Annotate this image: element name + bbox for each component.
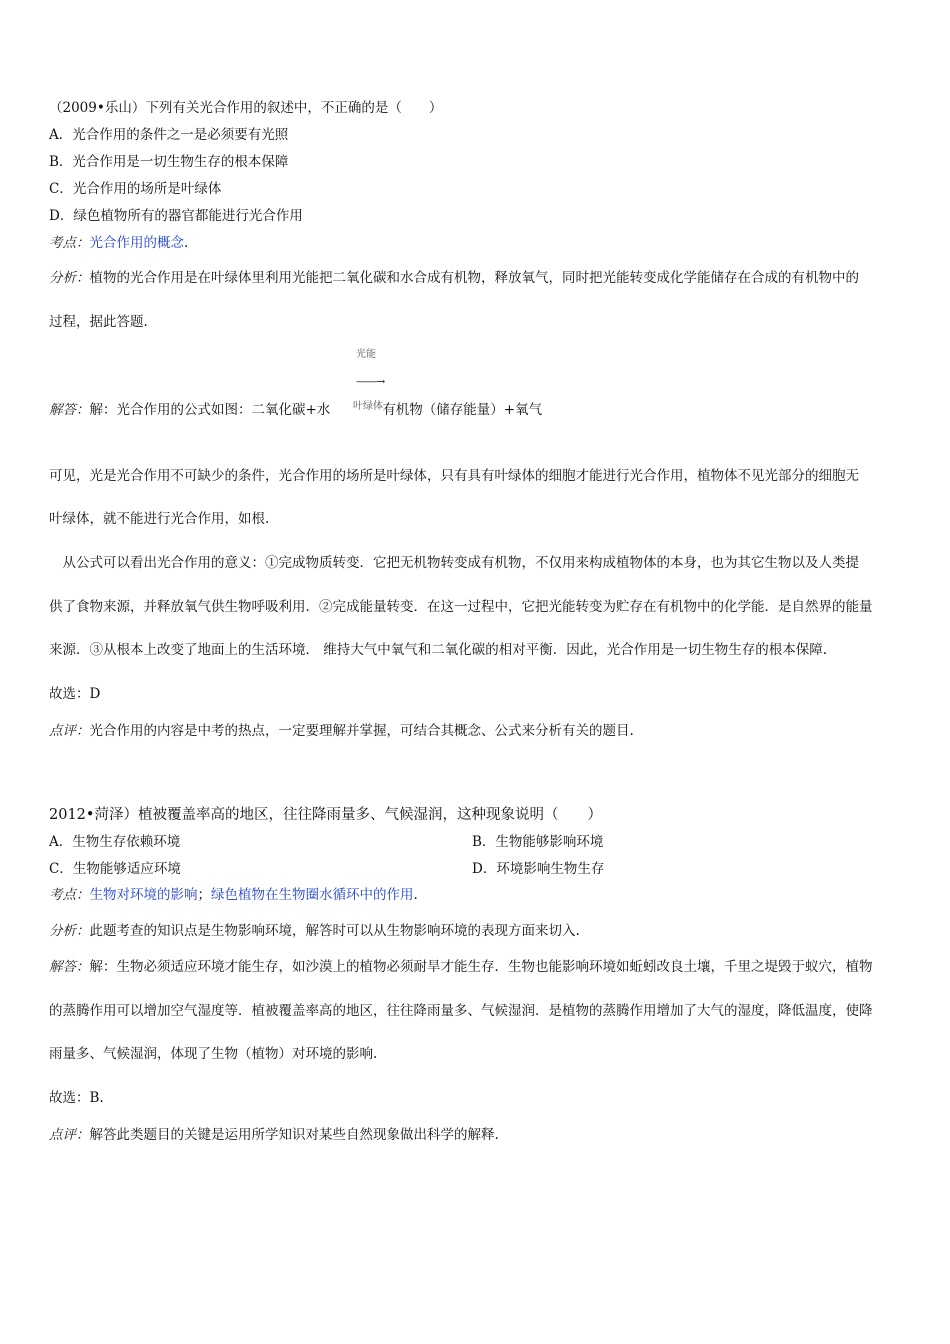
- q1-option-b: B．光合作用是一切生物生存的根本保障: [49, 154, 289, 170]
- q2-fenxi: [49, 921, 580, 941]
- q2-option-c: C．生物能够适应环境: [49, 861, 181, 877]
- q2-option-b: B．生物能够影响环境: [472, 834, 604, 850]
- formula-arrow-icon: ——→: [356, 375, 385, 388]
- q1-kaodian: [49, 233, 188, 253]
- jieda-pre: 解：光合作用的公式如图：二氧化碳+水: [89, 402, 331, 418]
- q1-dianping: [49, 721, 634, 741]
- q2-jieda-line3: 雨量多、气候湿润，体现了生物（植物）对环境的影响.: [49, 1046, 378, 1062]
- q1-answer: 故选：D: [49, 686, 101, 702]
- kaodian-sep: ；: [197, 887, 211, 903]
- q2-kaodian: [49, 885, 418, 905]
- kaodian-label: 考点：: [49, 235, 90, 251]
- q1-option-d: D．绿色植物所有的器官都能进行光合作用: [49, 208, 303, 224]
- q1-para2-line3: 来源．③从根本上改变了地面上的生活环境． 维持大气中氧气和二氧化碳的相对平衡．因此，光合作用是一切生物生存的根本保障.: [49, 642, 828, 658]
- formula-condition-chloroplast: 叶绿体: [353, 401, 383, 412]
- kaodian-label: 考点：: [49, 887, 90, 903]
- q1-stem: （2009•乐山）下列有关光合作用的叙述中，不正确的是（ ）: [49, 100, 443, 116]
- kaodian-link[interactable]: 光合作用的概念: [89, 235, 184, 251]
- fenxi-text: 此题考查的知识点是生物影响环境，解答时可以从生物影响环境的表现方面来切入.: [89, 923, 580, 939]
- q1-option-a: A．光合作用的条件之一是必须要有光照: [49, 127, 289, 143]
- q1-para2-line1: 从公式可以看出光合作用的意义：①完成物质转变．它把无机物转变成有机物，不仅用来构成植物体的本身，也为其它生物以及人类提: [49, 555, 859, 571]
- dianping-label: 点评：: [49, 723, 90, 739]
- fenxi-label: 分析：: [49, 270, 90, 286]
- kaodian-link-1[interactable]: 生物对环境的影响: [89, 887, 198, 903]
- q1-fenxi-line2: 过程，据此答题.: [49, 314, 148, 330]
- jieda-label: 解答：: [49, 402, 90, 418]
- q2-dianping: [49, 1125, 499, 1145]
- q1-fenxi-line1: [49, 268, 859, 288]
- q1-option-c: C．光合作用的场所是叶绿体: [49, 181, 222, 197]
- jieda-label: 解答：: [49, 959, 90, 975]
- q2-jieda-line1: [49, 957, 873, 977]
- kaodian-link-2[interactable]: 绿色植物在生物圈水循环中的作用: [211, 887, 414, 903]
- kaodian-end: .: [413, 887, 418, 903]
- dianping-text: 光合作用的内容是中考的热点，一定要理解并掌握，可结合其概念、公式来分析有关的题目.: [89, 723, 634, 739]
- jieda-post: 有机物（储存能量）+氧气: [382, 402, 543, 418]
- q1-para1-line1: 可见，光是光合作用不可缺少的条件，光合作用的场所是叶绿体，只有具有叶绿体的细胞才能进行光合作用，植物体不见光部分的细胞无: [49, 468, 859, 484]
- jieda-text: 解：生物必须适应环境才能生存，如沙漠上的植物必须耐旱才能生存．生物也能影响环境如蚯蚓改良土壤，千里之堤毁于蚁穴，植物: [89, 959, 873, 975]
- dianping-label: 点评：: [49, 1127, 90, 1143]
- fenxi-label: 分析：: [49, 923, 90, 939]
- q1-para2-line2: 供了食物来源，并释放氧气供生物呼吸利用．②完成能量转变．在这一过程中，它把光能转变为贮存在有机物中的化学能．是自然界的能量: [49, 599, 873, 615]
- q2-stem: 2012•菏泽）植被覆盖率高的地区，往往降雨量多、气候湿润，这种现象说明（ ）: [49, 807, 602, 823]
- kaodian-end: .: [184, 235, 189, 251]
- fenxi-text: 植物的光合作用是在叶绿体里利用光能把二氧化碳和水合成有机物，释放氧气，同时把光能转变成化学能储存在合成的有机物中的: [89, 270, 859, 286]
- q2-jieda-line2: 的蒸腾作用可以增加空气湿度等．植被覆盖率高的地区，往往降雨量多、气候湿润．是植物的蒸腾作用增加了大气的湿度，降低温度，使降: [49, 1003, 873, 1019]
- q2-option-d: D．环境影响生物生存: [472, 861, 605, 877]
- q1-para1-line2: 叶绿体，就不能进行光合作用，如根.: [49, 511, 270, 527]
- q2-option-a: A．生物生存依赖环境: [49, 834, 181, 850]
- q2-answer: 故选：B.: [49, 1090, 104, 1106]
- q1-jieda: [49, 400, 542, 420]
- formula-condition-light: 光能: [356, 349, 376, 360]
- dianping-text: 解答此类题目的关键是运用所学知识对某些自然现象做出科学的解释.: [89, 1127, 499, 1143]
